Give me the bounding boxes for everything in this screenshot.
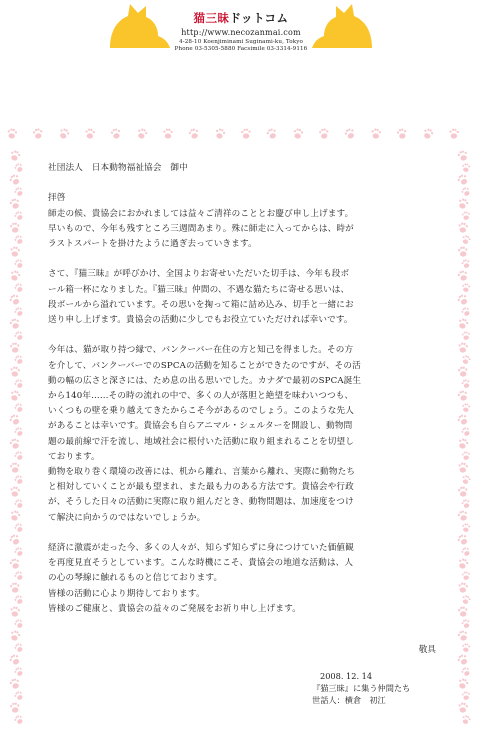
paw-print-icon xyxy=(462,571,471,580)
letterhead xyxy=(150,10,332,52)
paw-print-icon xyxy=(9,197,21,209)
letter-line: さて、『猫三昧』が呼びかけ、全国よりお寄せいただいた切手は、今年も段ボ xyxy=(48,269,350,280)
paw-print-icon xyxy=(13,426,24,437)
paw-print-icon xyxy=(319,128,330,139)
paragraph-1 xyxy=(48,207,442,253)
paw-print-icon xyxy=(13,714,24,725)
paw-print-icon xyxy=(58,127,71,140)
paw-print-icon xyxy=(456,413,469,426)
letter-line: と相対していくことが最も望まれ、また最も力のある方法です。貴協会や行政 xyxy=(48,482,354,493)
phone-fax: Phone 03-5305-5880 Facsimile 03-3314-9116 xyxy=(174,46,308,52)
letter-line: から140年……その時の流れの中で、多くの人が落胆と絶望を味わいつつも、 xyxy=(48,391,354,401)
paw-print-icon xyxy=(462,331,471,340)
paw-print-icon xyxy=(462,283,471,292)
spacer xyxy=(48,328,442,343)
letter-line: 動の幅の広さと深さには、ため息の出る思いでした。カナダで最初のSPCA誕生 xyxy=(48,375,362,386)
paw-print-icon xyxy=(9,269,21,281)
paw-print-icon xyxy=(13,642,24,653)
paw-print-icon xyxy=(85,128,95,139)
paw-print-icon xyxy=(10,246,20,257)
paw-print-icon xyxy=(396,128,407,140)
paw-print-icon xyxy=(461,474,471,485)
paw-print-icon xyxy=(13,546,24,557)
paw-print-icon xyxy=(10,342,20,353)
paw-print-icon xyxy=(456,653,469,666)
letter-line: 経済に激震が走った今、多くの人々が、知らず知らずに身につけていた価値観 xyxy=(48,543,354,554)
paw-print-icon xyxy=(458,486,468,497)
paw-print-icon xyxy=(8,413,21,426)
letter-line: いくつもの壁を乗り越えてきたからこそ今があるのでしょう。このような先人 xyxy=(48,406,355,417)
paw-print-icon xyxy=(13,522,24,533)
paw-print-icon xyxy=(13,402,24,413)
paw-print-icon xyxy=(136,127,148,140)
paragraph-2 xyxy=(48,267,442,328)
paw-print-icon xyxy=(461,594,471,605)
letter-line: 段ボールから溢れています。その思いを掬って箱に詰め込み、切手と一緒にお xyxy=(48,299,354,310)
paw-print-icon xyxy=(461,618,471,629)
paw-print-icon xyxy=(9,557,21,569)
paw-print-icon xyxy=(460,306,471,317)
paw-print-icon xyxy=(241,128,251,138)
paw-print-icon xyxy=(13,498,24,509)
paw-print-icon xyxy=(462,163,471,172)
paragraph-3 xyxy=(48,343,442,525)
paw-print-icon xyxy=(449,128,459,138)
paw-print-icon xyxy=(461,378,471,389)
paw-print-icon xyxy=(9,149,21,161)
paw-print-icon xyxy=(461,234,471,245)
paw-print-icon xyxy=(458,702,468,713)
paw-print-icon xyxy=(292,128,303,140)
paw-print-icon xyxy=(8,173,21,186)
paw-print-icon xyxy=(10,582,20,593)
paw-print-icon xyxy=(9,677,21,689)
paw-print-icon xyxy=(457,437,469,449)
paw-print-icon xyxy=(13,282,24,293)
paw-print-icon xyxy=(460,546,471,557)
paw-print-icon xyxy=(457,557,469,569)
paw-print-icon xyxy=(371,128,382,139)
paw-print-icon xyxy=(163,129,173,139)
letter-line: 題の最前線で汗を流し、地域社会に根付いた活動に取り組まれることを切望し xyxy=(48,436,355,447)
letter-body xyxy=(48,161,442,617)
paw-print-icon xyxy=(457,149,469,161)
paw-print-icon xyxy=(458,582,468,593)
paw-print-icon xyxy=(458,222,468,233)
paw-print-icon xyxy=(266,127,278,140)
paw-print-icon xyxy=(461,354,471,365)
letter-line: 皆様の活動に心より期待しております。 xyxy=(48,588,205,599)
letter-date: 2008. 12. 14 xyxy=(320,671,373,681)
paw-print-icon xyxy=(461,714,471,725)
postal-address: 4-28-10 Koenjiminami Suginami-ku, Tokyo xyxy=(179,39,303,45)
paw-print-icon xyxy=(13,162,24,173)
paw-print-icon xyxy=(422,127,434,140)
addressee: 社団法人 日本動物福祉協会 御中 xyxy=(48,163,188,173)
paw-print-icon xyxy=(13,618,24,629)
paw-print-icon xyxy=(10,222,20,233)
paw-print-icon xyxy=(13,570,24,581)
letter-line: 送り申し上げます。貴協会の活動に少しでもお役立ていただければ幸いです。 xyxy=(48,315,353,325)
paw-print-icon xyxy=(9,509,21,521)
paw-print-icon xyxy=(456,293,469,306)
paw-print-icon xyxy=(10,462,20,473)
letter-line: が、そうした日々の活動に実際に取り組んだとき、動物問題は、加速度をつけ xyxy=(48,497,354,508)
paw-print-icon xyxy=(457,677,469,689)
paw-print-icon xyxy=(457,509,469,521)
paw-print-icon xyxy=(461,498,471,509)
letter-line: ております。 xyxy=(48,451,100,462)
paw-print-icon xyxy=(461,258,471,269)
paw-print-icon xyxy=(458,366,468,377)
paw-print-icon xyxy=(462,403,471,412)
paw-print-icon xyxy=(457,197,469,209)
letter-line: を介して、バンクーバーでのSPCAの活動を知ることができたのですが、その活 xyxy=(48,360,361,371)
letter-line: て解決に向かうのではないでしょうか。 xyxy=(48,512,206,523)
paw-print-icon xyxy=(456,173,469,186)
paw-print-icon xyxy=(13,594,24,605)
paw-print-icon xyxy=(8,533,21,546)
spacer xyxy=(48,526,442,541)
paw-print-icon xyxy=(10,366,20,377)
sender-organizer: 世話人：横倉 初江 xyxy=(312,695,386,705)
letter-line: 動物を取り巻く環境の改善には、机から離れ、言葉から離れ、実際に動物たち xyxy=(48,467,356,478)
letter-line: があることは幸いです。貴協会も自らアニマル・シェルターを開設し、動物問 xyxy=(48,421,353,432)
paw-print-icon xyxy=(462,643,471,652)
paw-print-icon xyxy=(13,690,24,701)
paw-print-icon xyxy=(13,306,24,317)
paw-print-icon xyxy=(458,246,468,257)
paw-print-icon xyxy=(32,128,43,139)
paw-print-icon xyxy=(460,426,471,437)
letter-line: 師走の候、貴協会におかれましては益々ご清祥のこととお慶び申し上げます。 xyxy=(48,208,354,219)
letter-line: 皆様のご健康と、貴協会の益々のご発展をお祈り申し上げます。 xyxy=(48,603,301,614)
paw-print-icon xyxy=(110,128,121,140)
letter-line: ラストスパートを掛けたように過ぎ去っていきます。 xyxy=(48,239,257,249)
paw-print-icon xyxy=(458,342,468,353)
paw-print-icon xyxy=(13,330,24,341)
website-url: http://www.necozanmai.com xyxy=(181,28,301,37)
sender-group: 『猫三昧』に集う仲間たち xyxy=(312,683,411,693)
letter-line: 早いもので、今年も残すところ三週間あまり。殊に師走に入ってからは、時が xyxy=(48,223,354,234)
brand-name-red: 猫三昧 xyxy=(193,11,230,25)
paw-print-icon xyxy=(13,450,24,461)
paw-print-icon xyxy=(343,127,356,140)
paw-print-icon xyxy=(8,653,21,666)
paw-print-icon xyxy=(13,210,24,221)
paw-print-icon xyxy=(456,533,469,546)
paw-print-icon xyxy=(13,234,24,245)
paw-print-icon xyxy=(462,523,471,532)
closing-keigu: 敬具 xyxy=(418,645,436,655)
paw-print-icon xyxy=(460,186,471,197)
paw-print-icon xyxy=(7,128,18,139)
paw-print-icon xyxy=(13,354,24,365)
paw-print-icon xyxy=(8,293,21,306)
paw-print-icon xyxy=(457,317,469,329)
letter-line: の心の琴線に触れるものと信じております。 xyxy=(48,573,223,584)
paw-print-icon xyxy=(10,486,20,497)
paw-print-icon xyxy=(458,462,468,473)
paw-print-icon xyxy=(13,258,24,269)
paw-print-icon xyxy=(458,606,468,617)
paw-print-icon xyxy=(13,666,24,677)
brand-name xyxy=(150,10,332,26)
paw-print-icon xyxy=(9,437,21,449)
paw-print-icon xyxy=(457,629,469,641)
paw-print-icon xyxy=(457,389,469,401)
letter-line: 今年は、猫が取り持つ縁で、バンクーバー在住の方と知己を得ました。その方 xyxy=(48,345,354,356)
paw-print-icon xyxy=(13,186,24,197)
paw-print-icon xyxy=(10,606,20,617)
paw-print-icon xyxy=(9,317,21,329)
paw-print-icon xyxy=(188,127,200,139)
paw-print-icon xyxy=(9,629,21,641)
spacer xyxy=(48,252,442,267)
paw-print-icon xyxy=(462,691,471,700)
letter-line: を再度見直そうとしています。こんな時機にこそ、貴協会の地道な活動は、人 xyxy=(48,558,354,569)
opening-salutation: 拝啓 xyxy=(48,193,66,204)
paw-print-icon xyxy=(13,474,24,485)
paw-print-icon xyxy=(214,128,226,140)
paw-print-icon xyxy=(13,378,24,389)
paw-print-icon xyxy=(10,702,20,713)
paw-print-icon xyxy=(462,211,471,220)
letter-line: ール箱一杯になりました。『猫三昧』仲間の、不遇な猫たちに寄せる思いは、 xyxy=(48,284,350,295)
spacer xyxy=(48,176,442,191)
paragraph-4 xyxy=(48,541,442,617)
paw-print-icon xyxy=(457,269,469,281)
paw-print-icon xyxy=(462,451,471,460)
brand-name-black: ドットコム xyxy=(229,11,289,25)
signature-block xyxy=(312,670,410,706)
paw-print-icon xyxy=(9,389,21,401)
paw-print-icon xyxy=(460,666,471,677)
